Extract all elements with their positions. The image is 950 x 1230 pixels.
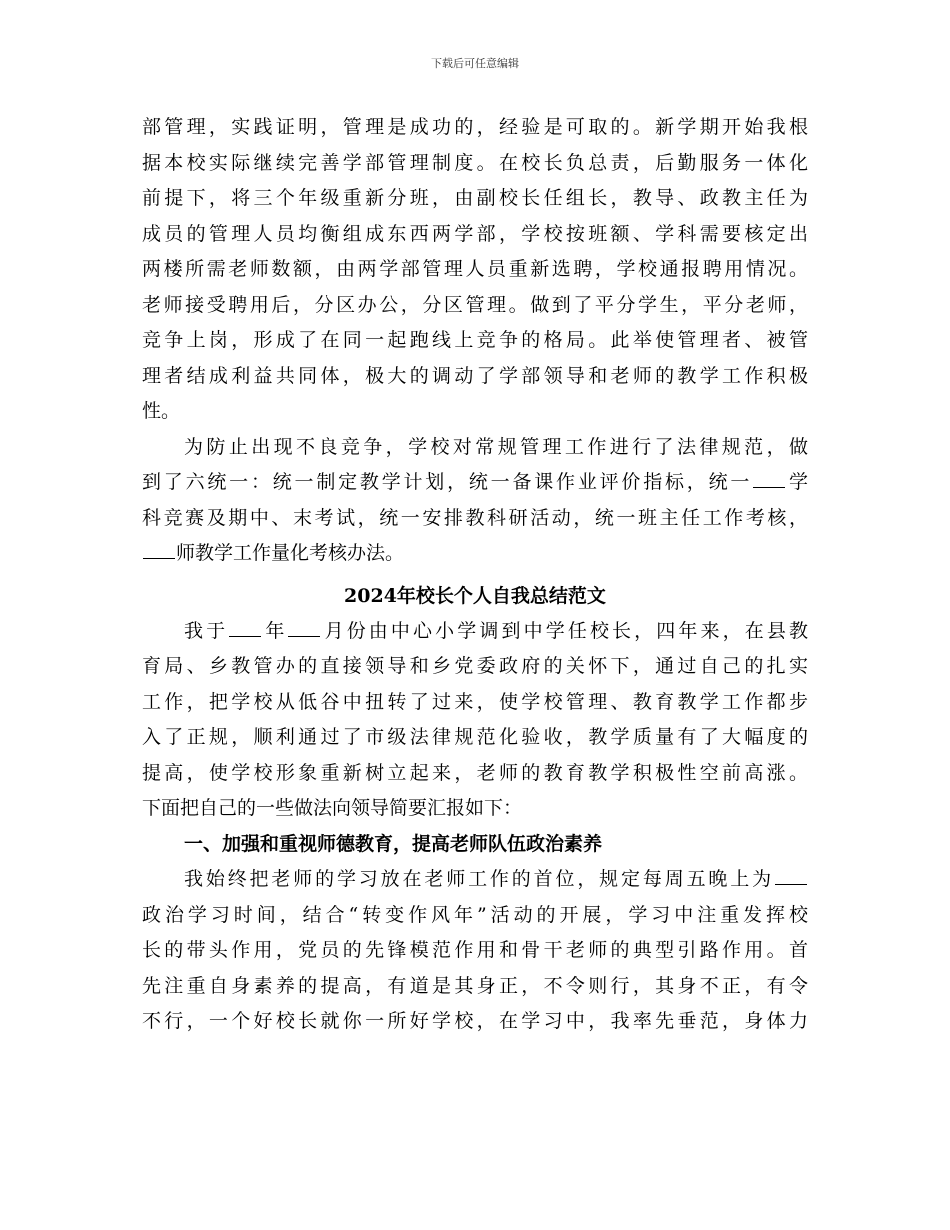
fill-blank [775,864,807,885]
line-text: 到了六统一：统一制定教学计划，统一备课作业评价指标，统一 [142,471,753,493]
paragraph-line: 据本校实际继续完善学部管理制度。在校长负总责，后勤服务一体化 [142,151,808,174]
paragraph-line: 先注重自身素养的提高，有道是其身正，不令则行，其身不正，有令 [142,974,808,997]
paragraph-line: 老师接受聘用后，分区办公，分区管理。做到了平分学生，平分老师， [142,293,808,316]
paragraph-line: 成员的管理人员均衡组成东西两学部，学校按班额、学科需要核定出 [142,222,808,245]
fill-blank [288,616,320,637]
fill-blank [143,538,175,559]
paragraph-line: 下面把自己的一些做法向领导简要汇报如下： [142,797,523,819]
paragraph-line: 入了正规，顺利通过了市级法律规范化验收，教学质量有了大幅度的 [142,726,808,748]
page-header: 下载后可任意编辑 [431,57,519,70]
line-text: 我始终把老师的学习放在老师工作的首位，规定每周五晚上为 [184,868,774,890]
section-heading: 一、加强和重视师德教育，提高老师队伍政治素养 [184,832,603,855]
fill-blank [229,616,261,637]
paragraph-line: 性。 [142,400,181,422]
paragraph-line: 长的带头作用，党员的先锋模范作用和骨干老师的典型引路作用。首 [142,939,808,961]
paragraph-line: 科竞赛及期中、末考试，统一安排教科研活动，统一班主任工作考核， [142,506,808,529]
paragraph-line: 两楼所需老师数额，由两学部管理人员重新选聘，学校通报聘用情况。 [142,258,808,280]
line-text: 年 [262,619,288,642]
paragraph-line: 提高，使学校形象重新树立起来，老师的教育教学积极性空前高涨。 [142,761,808,784]
paragraph-line: 部管理，实践证明，管理是成功的，经验是可取的。新学期开始我根 [142,116,808,138]
paragraph-line: 育局、乡教管办的直接领导和乡党委政府的关怀下，通过自己的扎实 [142,655,808,677]
paragraph-line: 不行，一个好校长就你一所好学校，在学习中，我率先垂范，身体力 [142,1010,808,1032]
line-text: 我于 [184,619,229,642]
paragraph-line: 工作，把学校从低谷中扭转了过来，使学校管理、教育教学工作都步 [142,690,808,713]
line-text: 师教学工作量化考核办法。 [176,542,405,564]
fill-blank [753,467,785,488]
paragraph-line: 理者结成利益共同体，极大的调动了学部领导和老师的教学工作积极 [142,364,808,387]
line-text: 学 [786,471,808,493]
paragraph-line [142,465,808,501]
paragraph-line [142,614,808,650]
paragraph-line: 为防止出现不良竞争，学校对常规管理工作进行了法律规范，做 [184,435,808,458]
paragraph-line [142,536,808,572]
paragraph-line: 政治学习时间，结合“转变作风年”活动的开展，学习中注重发挥校 [142,903,808,926]
paragraph-line: 前提下，将三个年级重新分班，由副校长任组长，教导、政教主任为 [142,187,808,209]
paragraph-line: 竞争上岗，形成了在同一起跑线上竞争的格局。此举使管理者、被管 [142,329,808,351]
line-text: 月份由中心小学调到中学任校长，四年来，在县教 [321,619,808,642]
document-body [142,110,808,1040]
paragraph-line [142,862,808,898]
article-title: 2024年校长个人自我总结范文 [344,584,606,607]
